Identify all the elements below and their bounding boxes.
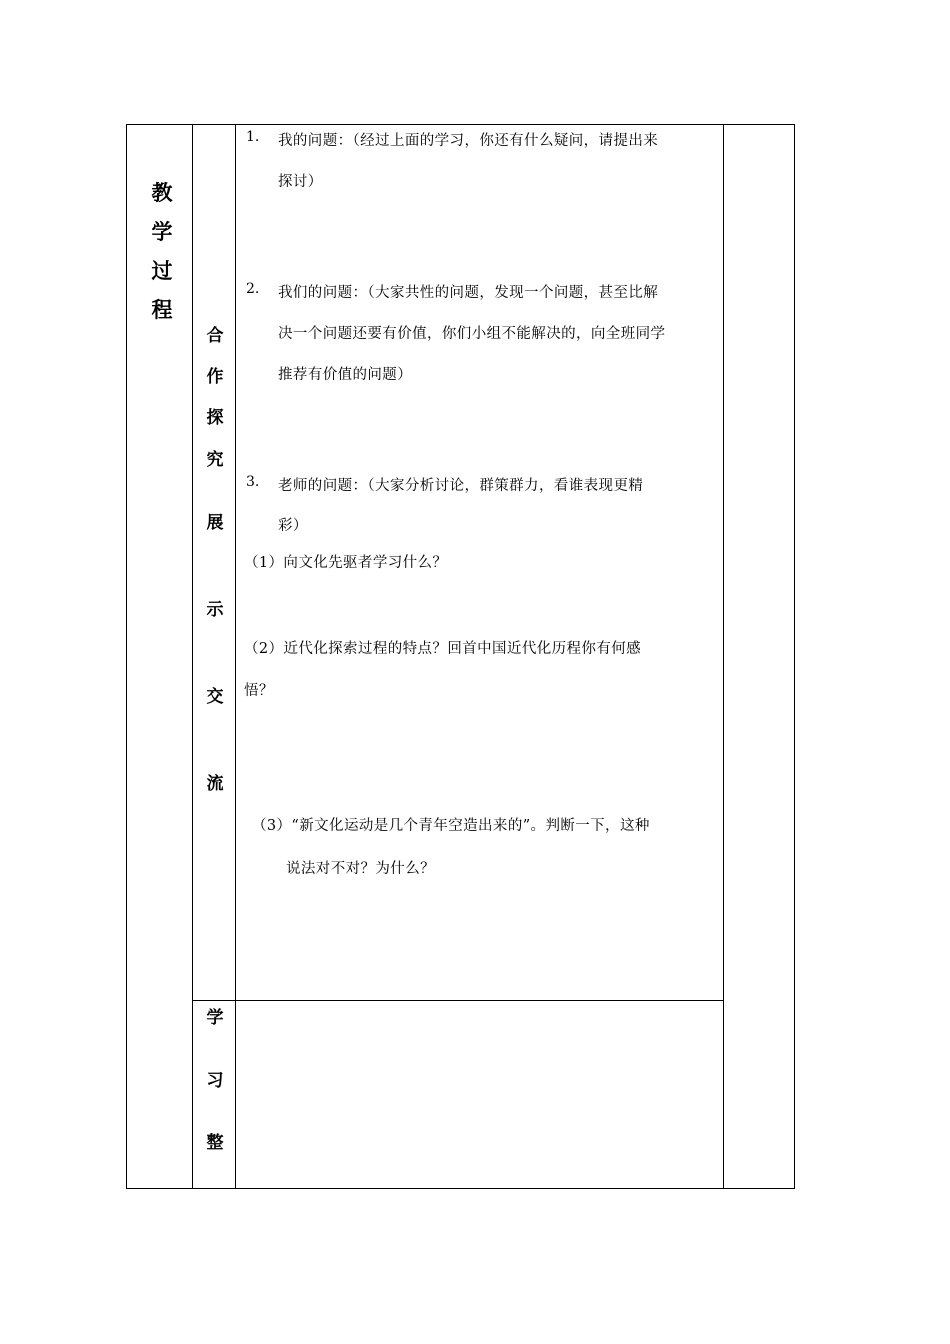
column-divider-1 bbox=[192, 124, 193, 1189]
sub-question-line: （2）近代化探索过程的特点？回首中国近代化历程你有何感 bbox=[244, 641, 642, 657]
stage-label-char: 程 bbox=[151, 298, 173, 322]
question-number: 3. bbox=[246, 474, 260, 490]
stage-label-char: 学 bbox=[151, 220, 173, 244]
question-text-line: 彩） bbox=[278, 518, 308, 534]
section-label-char: 作 bbox=[206, 367, 224, 387]
question-text-line: 推荐有价值的问题） bbox=[278, 367, 413, 383]
table-border-left bbox=[126, 124, 127, 1189]
section-label-char: 合 bbox=[206, 326, 224, 346]
section-label-char: 探 bbox=[206, 408, 224, 428]
column-divider-3 bbox=[723, 124, 724, 1189]
section-label-char: 学 bbox=[206, 1008, 224, 1028]
column-divider-2 bbox=[235, 124, 236, 1189]
table-border-top bbox=[126, 124, 795, 125]
question-text-line: 老师的问题：（大家分析讨论，群策群力，看谁表现更精 bbox=[278, 478, 644, 494]
question-text-line: 决一个问题还要有价值，你们小组不能解决的，向全班同学 bbox=[278, 326, 666, 342]
section-label-char: 展 bbox=[206, 513, 224, 533]
sub-question-line: （1）向文化先驱者学习什么？ bbox=[244, 555, 448, 571]
sub-question-line: 说法对不对？为什么？ bbox=[286, 861, 435, 877]
section-label-char: 交 bbox=[206, 687, 224, 707]
question-text-line: 探讨） bbox=[278, 174, 323, 190]
section-label-char: 流 bbox=[206, 774, 224, 794]
section-label-char: 究 bbox=[206, 450, 224, 470]
table-border-right bbox=[794, 124, 795, 1189]
section-label-char: 习 bbox=[206, 1071, 224, 1091]
question-number: 1. bbox=[246, 129, 260, 145]
question-text-line: 我们的问题：（大家共性的问题，发现一个问题，甚至比解 bbox=[278, 285, 659, 301]
section-label-char: 整 bbox=[206, 1133, 224, 1153]
table-border-bottom bbox=[126, 1188, 795, 1189]
section-label-char: 示 bbox=[206, 600, 224, 620]
stage-label-char: 教 bbox=[151, 181, 173, 205]
question-number: 2. bbox=[246, 281, 260, 297]
sub-question-line: 悟？ bbox=[244, 683, 274, 699]
sub-question-line: （3）“新文化运动是几个青年空造出来的”。判断一下，这种 bbox=[252, 818, 650, 834]
question-text-line: 我的问题：（经过上面的学习，你还有什么疑问，请提出来 bbox=[278, 133, 659, 149]
section-divider bbox=[192, 1000, 724, 1001]
stage-label-char: 过 bbox=[151, 259, 173, 283]
